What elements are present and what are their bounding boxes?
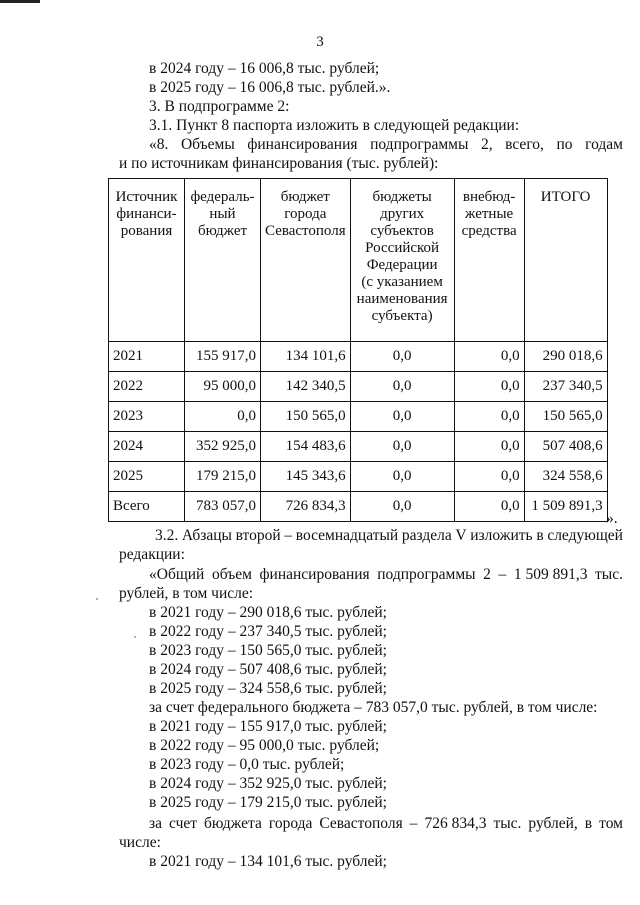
table-cell: 507 408,6 xyxy=(524,432,607,462)
word: финансирования xyxy=(247,136,358,153)
word: подпрограммы xyxy=(370,136,469,153)
table-row xyxy=(109,432,608,462)
word: «Общий xyxy=(149,566,205,583)
header-other-subjects: бюджеты других субъектов Российской Федерации (с указанием наименования субъекта) xyxy=(350,179,454,342)
year-line: в 2022 году – 95 000,0 тыс. рублей; xyxy=(149,737,380,754)
table-cell: 150 565,0 xyxy=(524,402,607,432)
word: счет xyxy=(169,815,198,832)
table-row xyxy=(109,402,608,432)
financing-table xyxy=(108,178,608,522)
total-para-line2: рублей, в том числе: xyxy=(119,585,254,602)
table-row xyxy=(109,342,608,372)
table-cell: 0,0 xyxy=(454,402,524,432)
city-para-line2: числе: xyxy=(119,834,161,851)
word: том xyxy=(599,815,623,832)
word: изложить xyxy=(470,527,533,544)
year-line: в 2022 году – 237 340,5 тыс. рублей; xyxy=(149,623,387,640)
table-cell: 1 509 891,3 xyxy=(524,492,607,522)
table-cell: 2021 xyxy=(109,342,185,372)
table-cell: 0,0 xyxy=(350,432,454,462)
table-cell: 134 101,6 xyxy=(261,342,351,372)
word: подпрограммы xyxy=(377,566,476,583)
word: Севастополя xyxy=(319,815,403,832)
word: финансирования xyxy=(259,566,370,583)
word: восемнадцатый xyxy=(295,527,399,544)
word: раздела xyxy=(401,527,452,544)
table-cell: 237 340,5 xyxy=(524,372,607,402)
header-source: Источник финанси- рования xyxy=(109,179,185,342)
table-cell: 324 558,6 xyxy=(524,462,607,492)
table-cell: 2024 xyxy=(109,432,185,462)
word: «8. xyxy=(149,136,169,153)
table-cell: 142 340,5 xyxy=(261,372,351,402)
table-cell: 290 018,6 xyxy=(524,342,607,372)
page-number: 3 xyxy=(316,34,324,50)
intro-line: в 2024 году – 16 006,8 тыс. рублей; xyxy=(149,60,380,77)
table-cell: 783 057,0 xyxy=(185,492,261,522)
word: 2, xyxy=(480,136,493,153)
header-federal: федераль- ный бюджет xyxy=(185,179,261,342)
word: по xyxy=(556,136,573,153)
word: 3.2. xyxy=(155,527,179,544)
intro-line: 3.1. Пункт 8 паспорта изложить в следующей редакции: xyxy=(149,117,520,134)
federal-line: за счет федерального бюджета – 783 057,0 тыс. рублей, в том числе: xyxy=(149,699,598,716)
word: Абзацы xyxy=(181,527,232,544)
table-cell: 0,0 xyxy=(454,342,524,372)
section-32-line1 xyxy=(155,527,623,545)
quote-para-line1 xyxy=(149,136,623,154)
scan-speck xyxy=(96,598,98,600)
table-cell: 352 925,0 xyxy=(185,432,261,462)
scan-speck xyxy=(134,636,136,638)
table-cell: 726 834,3 xyxy=(261,492,351,522)
word: 726 834,3 xyxy=(424,815,487,832)
year-line: в 2024 году – 352 925,0 тыс. рублей; xyxy=(149,775,387,792)
table-cell: 2025 xyxy=(109,462,185,492)
word: за xyxy=(149,815,163,832)
year-line: в 2024 году – 507 408,6 тыс. рублей; xyxy=(149,661,387,678)
word: – xyxy=(284,527,293,544)
table-cell: 154 483,6 xyxy=(261,432,351,462)
word: следующей xyxy=(547,527,623,544)
table-row xyxy=(109,462,608,492)
header-city: бюджет города Севастополя xyxy=(261,179,351,342)
year-line: в 2023 году – 0,0 тыс. рублей; xyxy=(149,756,345,773)
table-cell: 0,0 xyxy=(454,492,524,522)
word: в xyxy=(584,815,593,832)
year-line: в 2021 году – 290 018,6 тыс. рублей; xyxy=(149,604,387,621)
word: рублей, xyxy=(528,815,578,832)
table-cell: 2022 xyxy=(109,372,185,402)
table-cell: 155 917,0 xyxy=(185,342,261,372)
table-cell: 0,0 xyxy=(350,372,454,402)
city-para-line1 xyxy=(149,815,623,833)
year-line: в 2025 году – 324 558,6 тыс. рублей; xyxy=(149,680,387,697)
table-cell: 0,0 xyxy=(350,492,454,522)
year-line: в 2025 году – 179 215,0 тыс. рублей; xyxy=(149,794,387,811)
year-line: в 2023 году – 150 565,0 тыс. рублей; xyxy=(149,642,387,659)
table-cell: 0,0 xyxy=(350,402,454,432)
word: второй xyxy=(235,527,281,544)
word: тыс. xyxy=(493,815,522,832)
table-cell: 2023 xyxy=(109,402,185,432)
table-cell: 0,0 xyxy=(185,402,261,432)
table-header-row xyxy=(109,179,608,342)
word: 1 509 891,3 xyxy=(513,566,588,583)
table-cell: 0,0 xyxy=(350,462,454,492)
word: – xyxy=(409,815,418,832)
word: 2 xyxy=(483,566,491,583)
table-cell: Всего xyxy=(109,492,185,522)
section-32-line2: редакции: xyxy=(119,546,185,563)
year-line: в 2021 году – 155 917,0 тыс. рублей; xyxy=(149,718,387,735)
table-cell: 95 000,0 xyxy=(185,372,261,402)
table-closing-quote: ». xyxy=(606,510,618,527)
table-cell: 0,0 xyxy=(350,342,454,372)
word: годам xyxy=(585,136,623,153)
last-line: в 2021 году – 134 101,6 тыс. рублей; xyxy=(149,853,387,870)
word: объем xyxy=(211,566,252,583)
table-row xyxy=(109,372,608,402)
table-cell: 0,0 xyxy=(454,372,524,402)
table-cell: 0,0 xyxy=(454,462,524,492)
word: всего, xyxy=(505,136,544,153)
intro-line: 3. В подпрограмме 2: xyxy=(149,98,290,115)
table-row-total xyxy=(109,492,608,522)
table-cell: 150 565,0 xyxy=(261,402,351,432)
word: в xyxy=(536,527,544,544)
scan-corner-mark xyxy=(0,0,40,3)
header-extra-budget: внебюд- жетные средства xyxy=(454,179,524,342)
word: Объемы xyxy=(180,136,235,153)
table-cell: 145 343,6 xyxy=(261,462,351,492)
table-cell: 179 215,0 xyxy=(185,462,261,492)
total-para-line1 xyxy=(149,566,623,584)
intro-line: в 2025 году – 16 006,8 тыс. рублей.». xyxy=(149,79,391,96)
header-total: ИТОГО xyxy=(524,179,607,342)
word: V xyxy=(455,527,467,544)
quote-para-line2: и по источникам финансирования (тыс. рублей): xyxy=(119,155,439,172)
word: тыс. xyxy=(595,566,623,583)
word: бюджета xyxy=(204,815,262,832)
word: – xyxy=(498,566,507,583)
table-cell: 0,0 xyxy=(454,432,524,462)
word: города xyxy=(268,815,313,832)
